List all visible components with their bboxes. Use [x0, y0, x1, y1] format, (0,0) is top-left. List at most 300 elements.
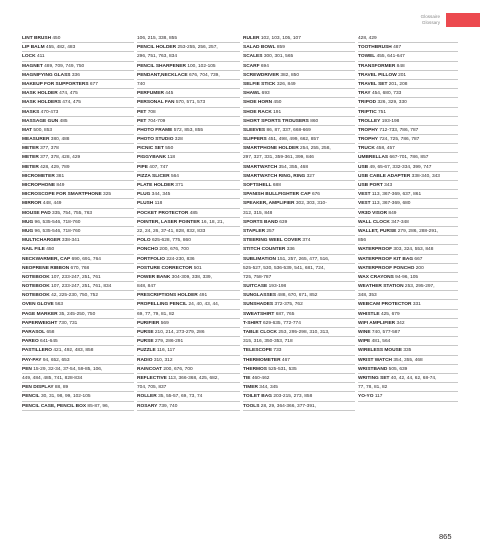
index-term: MASK HOLDERS [22, 100, 61, 106]
index-entry [137, 282, 240, 291]
index-pages: 380, 488 [50, 137, 70, 143]
index-entry [22, 255, 134, 264]
index-term: SPORTS BAND [243, 219, 278, 225]
index-term: TROPHY [358, 127, 378, 133]
index-term: PENCIL CASE, PENCIL BOX [22, 403, 87, 409]
index-pages: 725, 758-787 [243, 274, 272, 280]
index-entry [243, 80, 355, 89]
index-entry [358, 181, 458, 190]
index-pages: 106, 215, 338, 855 [137, 36, 178, 41]
index-pages: 193-198 [381, 118, 400, 124]
index-entry [243, 255, 355, 264]
index-pages: 118 [167, 155, 176, 161]
section-title-primary: Glossaire [420, 14, 440, 19]
index-term: PRESCRIPTIONS HOLDER [137, 293, 198, 299]
index-term: PIZZA SLICER [137, 173, 170, 179]
index-term: PICNIC SET [137, 146, 164, 152]
index-term: SHAWL [243, 91, 261, 97]
index-entry [137, 163, 240, 172]
index-entry [243, 383, 355, 392]
index-pages: 487 [393, 45, 402, 51]
index-term: MASKS [22, 109, 40, 115]
index-entry [243, 190, 355, 199]
index-term: SCREWDRIVER [243, 72, 279, 78]
index-entry [22, 392, 134, 401]
index-entry [22, 62, 134, 71]
index-pages: 372-375, 762 [274, 302, 303, 308]
index-pages: 279, 286-291 [154, 339, 184, 345]
section-title-secondary: Glossary [421, 20, 440, 25]
index-entry [358, 62, 458, 71]
index-entry [243, 282, 355, 291]
index-pages: 327 [306, 173, 315, 179]
index-term: TRANSFORMER [358, 63, 396, 69]
index-pages: 201 [398, 72, 407, 78]
index-entry [243, 89, 355, 98]
index-entry [358, 135, 458, 144]
index-entry [243, 291, 355, 300]
index-pages: 201, 208 [388, 81, 408, 87]
index-term: SUNGLASSES [243, 293, 277, 299]
index-term: WATERPROOF PONCHO [358, 265, 415, 271]
index-pages: 421, 492, 483, 858 [53, 348, 94, 354]
index-entry [137, 310, 240, 319]
index-entry [358, 374, 458, 383]
index-term: SELFIE STICK [243, 81, 276, 87]
index-term: PURIFIER [137, 320, 160, 326]
index-term: PET [137, 118, 147, 124]
index-entry [243, 356, 355, 365]
index-pages: 639 [279, 219, 288, 225]
index-term: WALLET, PURSE [358, 228, 397, 234]
index-pages: 193-198 [268, 284, 287, 290]
index-entry [22, 163, 134, 172]
index-entry [243, 62, 355, 71]
index-term: PLUG [137, 192, 151, 198]
index-entry [243, 236, 355, 245]
index-pages: 374 [302, 238, 311, 244]
index-term: SLIPPERS [243, 137, 267, 143]
index-pages: 625-628, 775, 860 [151, 238, 191, 244]
index-term: PHOTO FRAME [137, 127, 173, 133]
index-pages: 326, 329, 330 [377, 100, 407, 106]
index-entry [358, 126, 458, 135]
index-pages: 96, 535-546, 718-760 [34, 228, 81, 234]
index-entry [243, 153, 355, 162]
index-term: MUG [22, 228, 34, 234]
index-entry [358, 346, 458, 355]
index-entry [243, 392, 355, 401]
index-entry [137, 319, 240, 328]
index-entry [137, 190, 240, 199]
index-pages: 489, 709, 749, 750 [44, 63, 85, 69]
index-pages: 22, 24, 26, 37-41, 828, 832, 833 [137, 228, 206, 234]
index-pages: 569 [160, 320, 169, 326]
index-pages: 455, 482, 483 [45, 45, 76, 51]
index-pages: 704, 705, 837 [137, 385, 167, 391]
index-entry [358, 108, 458, 117]
index-pages: 200, 676, 700 [159, 247, 189, 253]
index-term: PENDANT,NECKLACE [137, 72, 188, 78]
index-term: PENCIL SHARPENER [137, 63, 186, 69]
index-pages: 35, 245-250, 750 [58, 311, 96, 317]
index-pages: 751 [378, 109, 387, 115]
index-pages: 381 [56, 173, 65, 179]
index-entry [358, 98, 458, 107]
index-entry [22, 236, 134, 245]
index-pages: 377, 378, 428, 429 [40, 155, 81, 161]
index-pages: 336 [71, 72, 80, 78]
index-entry [22, 181, 134, 190]
index-term: NOTEBOOK [22, 293, 50, 299]
index-entry [243, 319, 355, 328]
index-term: PERSONAL FAN [137, 100, 175, 106]
index-entry [22, 383, 134, 392]
index-term: SMARTWATCH RING, RING [243, 173, 306, 179]
index-entry [358, 319, 458, 328]
index-term: MICROSCOPE FOR SMARTPHONE [22, 192, 102, 198]
index-pages: 730, 731 [58, 320, 78, 326]
index-pages: 107, 233-247, 251, 761 [51, 274, 101, 280]
index-entry [358, 255, 458, 264]
index-term: PORTFOLIO [137, 256, 165, 262]
index-term: NOTEBOOK [22, 274, 50, 280]
index-term: MAGNET [22, 63, 43, 69]
index-term: SALAD BOWL [243, 45, 276, 51]
index-pages: 118 [154, 201, 163, 207]
index-entry [243, 135, 355, 144]
index-pages: 86, 87, 337, 668-669 [266, 127, 311, 133]
index-pages: 724, 725, 786, 787 [379, 137, 420, 143]
index-entry [137, 117, 240, 126]
index-entry [22, 89, 134, 98]
index-term: POLO [137, 238, 151, 244]
index-entry [22, 52, 134, 61]
index-term: MULTICHARGER [22, 238, 61, 244]
index-pages: 300, 301, 565 [263, 54, 294, 60]
index-entry [243, 43, 355, 52]
index-pages: 572, 853, 855 [173, 127, 204, 133]
index-entry [243, 144, 355, 153]
index-entry [22, 135, 134, 144]
index-term: TRAVEL PILLOW [358, 72, 397, 78]
index-pages: 688 [272, 183, 281, 188]
index-entry [137, 255, 240, 264]
index-term: SPEAKER, AMPLIFIER [243, 201, 295, 207]
index-term: UMBRELLAS [358, 155, 389, 161]
index-entry [22, 264, 134, 273]
index-term: USB PORT [358, 183, 383, 188]
index-entry [358, 383, 458, 392]
index-entry [358, 71, 458, 80]
index-entry [137, 328, 240, 337]
index-entry [358, 392, 458, 401]
index-entry [22, 34, 134, 43]
index-pages: 428, 429 [358, 36, 377, 41]
index-entry [22, 108, 134, 117]
index-term: POSTURE CORRECTOR [137, 265, 193, 271]
index-term: WATERPROOF [358, 247, 393, 253]
index-entry [22, 126, 134, 135]
index-pages: 326, 849 [276, 81, 296, 87]
index-term: SUNSHADES [243, 302, 274, 308]
index-entry [137, 98, 240, 107]
index-entry [243, 218, 355, 227]
index-term: VEST [358, 192, 371, 198]
index-term: SWEATSHIRT [243, 311, 275, 317]
index-pages: 116, 117 [157, 348, 175, 354]
index-pages: 331 [412, 302, 421, 308]
index-entry [243, 163, 355, 172]
index-entry [137, 126, 240, 135]
index-pages: 740 [137, 81, 146, 87]
index-pages: 467 [281, 357, 290, 363]
index-entry [137, 43, 240, 52]
index-entry [243, 126, 355, 135]
index-column [22, 34, 134, 411]
index-term: TRUCK [358, 146, 375, 152]
index-term: NEOPRENE RIBBON [22, 265, 70, 271]
index-term: PHOTO STUDIO [137, 137, 174, 143]
index-term: WEATHER STATION [358, 284, 404, 290]
index-pages: 343 [384, 183, 393, 188]
index-pages: 525-527, 530, 536-539, 541, 681, 724, [243, 265, 325, 271]
index-pages: 488, 670, 671, 852 [277, 293, 318, 299]
index-pages: 191 [273, 109, 282, 115]
index-entry [22, 117, 134, 126]
index-pages: 304-309, 338, 339, [171, 274, 212, 280]
index-entry [358, 89, 458, 98]
index-entry [22, 346, 134, 355]
index-term: SCALES [243, 54, 263, 60]
index-entry [243, 34, 355, 43]
index-pages: 15-29, 32-34, 37-54, 59-85, 106, [33, 366, 103, 372]
index-pages: 470-473 [40, 109, 59, 115]
index-entry [22, 209, 134, 218]
index-pages: 297, 327, 331, 359-361, 399, 846 [243, 155, 314, 161]
index-term: MAGNIFYING GLASS [22, 72, 71, 78]
index-pages: 325 [103, 192, 112, 198]
index-term: WAX CRAYONS [358, 274, 394, 280]
index-term: METER [22, 155, 39, 161]
index-entry [22, 356, 134, 365]
index-entry [358, 218, 458, 227]
index-pages: 200, 676, 700 [163, 366, 193, 372]
index-pages: 455, 641-647 [376, 54, 405, 60]
index-entry [22, 199, 134, 208]
index-term: SHOE HORN [243, 100, 273, 106]
index-term: SUBLIMATION [243, 256, 276, 262]
index-entry [358, 282, 458, 291]
index-term: SHORT SPORTS TROUSERS [243, 118, 309, 124]
index-entry [22, 218, 134, 227]
index-pages: 704-709 [147, 118, 166, 124]
index-pages: 860 [310, 118, 319, 124]
index-term: ROSARY [137, 403, 158, 409]
index-term: TRAY [358, 91, 371, 97]
index-entry [243, 71, 355, 80]
index-term: STITCH COUNTER [243, 247, 286, 253]
index-entry [137, 383, 240, 392]
index-term: TELESCOPE [243, 348, 273, 354]
index-entry [358, 163, 458, 172]
index-pages: 667-701, 786, 857 [389, 155, 429, 161]
index-term: RULER [243, 36, 260, 41]
index-pages: 296, 751, 763, 834 [137, 54, 178, 60]
index-pages: 254, 255, 258, [300, 146, 331, 152]
index-entry [137, 209, 240, 218]
index-pages: 677 [89, 81, 98, 87]
index-pages: 315, 316, 350-353, 718 [243, 339, 293, 345]
index-entry [22, 328, 134, 337]
index-pages: 740, 577-587 [371, 330, 401, 335]
index-entry [137, 62, 240, 71]
index-pages: 117 [374, 394, 383, 400]
index-pages: 113, 367-369, 680 [371, 201, 411, 207]
index-entry [243, 300, 355, 309]
index-term: LOCK [22, 54, 36, 60]
index-term: TROPHY [358, 137, 378, 143]
index-pages: 485 [189, 210, 198, 216]
index-pages: 525-531, 535 [268, 366, 297, 372]
index-term: PAY-PAY [22, 357, 42, 363]
index-pages: 849 [56, 183, 65, 188]
index-entry [22, 144, 134, 153]
index-pages: 348, 353 [358, 293, 377, 299]
index-pages: 474, 475 [59, 91, 78, 97]
index-term: LIP BALM [22, 45, 45, 51]
index-pages: 670, 768 [70, 265, 90, 271]
index-pages: 94-96, 105 [395, 274, 419, 280]
index-pages: 151, 257, 265, 477, 516, [277, 256, 330, 262]
index-pages: 676, 704, 739, [188, 72, 220, 78]
index-entry [22, 291, 134, 300]
index-term: WRIST WATCH [358, 357, 393, 363]
index-entry [358, 199, 458, 208]
index-column [358, 34, 458, 402]
index-entry [22, 337, 134, 346]
index-pages: 458, 457 [376, 146, 395, 152]
index-pages: 94, 652, 653 [42, 357, 70, 363]
index-entry [22, 282, 134, 291]
index-entry [137, 356, 240, 365]
index-pages: 16, 18, 21, [201, 219, 224, 225]
index-pages: 848, 847 [137, 284, 156, 290]
index-entry [243, 310, 355, 319]
index-pages: 338-341 [61, 238, 80, 244]
index-term: VEST [358, 201, 371, 207]
index-term: MASSAGE GUN [22, 118, 59, 124]
index-entry [137, 346, 240, 355]
index-entry [243, 199, 355, 208]
index-term: SHOE RACK [243, 109, 272, 115]
index-pages: 210, 214, 273-279, 286 [154, 330, 205, 335]
index-pages: 42, 225-230, 750, 752 [51, 293, 99, 299]
section-header [421, 14, 440, 26]
index-pages: 474, 475 [62, 100, 81, 106]
index-term: WIFI AMPLIFIER [358, 320, 396, 326]
index-pages: 450 [273, 100, 282, 106]
index-term: WRISTBAND [358, 366, 388, 372]
index-term: PIGGYBANK [137, 155, 167, 161]
index-entry [137, 245, 240, 254]
index-term: PARASOL [22, 330, 46, 335]
index-pages: 570, 571, 573 [175, 100, 206, 106]
index-entry [243, 402, 355, 411]
index-entry [243, 98, 355, 107]
index-term: MASK HOLDER [22, 91, 58, 97]
index-pages: 88, 89 [54, 385, 69, 391]
index-entry [22, 80, 134, 89]
index-pages: 113, 366-368, 425, 682, [168, 375, 219, 381]
index-entry [22, 300, 134, 309]
index-term: THERMOMETER [243, 357, 281, 363]
index-term: TOWEL [358, 54, 376, 60]
index-pages: 641-645 [40, 339, 58, 345]
index-term: SUITCASE [243, 284, 268, 290]
index-pages: 102, 103, 105, 107 [260, 36, 301, 41]
index-pages: 35, 55-57, 69, 73, 74 [158, 394, 203, 400]
index-term: USB [358, 164, 369, 170]
index-entry [243, 117, 355, 126]
index-pages: 694 [260, 63, 269, 69]
index-pages: 336 [286, 247, 295, 253]
section-color-tab [446, 13, 480, 27]
index-entry [358, 328, 458, 337]
index-term: POINTER, LASER POINTER [137, 219, 200, 225]
index-pages: 676 [311, 192, 320, 198]
index-pages: 224-230, 836 [166, 256, 195, 262]
index-entry [243, 337, 355, 346]
index-entry [137, 392, 240, 401]
index-pages: 49, 65-67, 332-334, 399, 747 [369, 164, 432, 170]
index-entry [137, 34, 240, 43]
index-term: WHISTLE [358, 311, 380, 317]
index-term: TOOTHBRUSH [358, 45, 392, 51]
index-term: ROLLER [137, 394, 157, 400]
index-pages: 100, 102-105 [187, 63, 216, 69]
index-term: WEBCAM PROTECTOR [358, 302, 412, 308]
index-pages: 200 [415, 265, 424, 271]
index-pages: 253, 295-297, [404, 284, 435, 290]
index-term: SMARTPHONE HOLDER [243, 146, 299, 152]
index-term: TRIPOD [358, 100, 377, 106]
index-pages: 28, 29, 364-366, 377-391, [260, 403, 316, 409]
index-entry [137, 337, 240, 346]
index-entry [137, 71, 240, 80]
index-pages: 687, 765 [275, 311, 295, 317]
index-term: POWER BANK [137, 274, 171, 280]
index-term: PASTILLERO [22, 348, 53, 354]
index-entry [243, 328, 355, 337]
index-term: RADIO [137, 357, 153, 363]
index-entry [358, 209, 458, 218]
index-pages: 848 [396, 63, 405, 69]
index-pages: 629-635, 772-774 [263, 320, 301, 326]
index-term: MEASURER [22, 137, 50, 143]
index-pages: 377, 378 [40, 146, 59, 152]
index-term: WINE [358, 330, 371, 335]
index-pages: 338-340, 343 [411, 173, 440, 179]
index-entry [22, 71, 134, 80]
index-entry [137, 135, 240, 144]
index-pages: 312, 315, 848 [243, 210, 273, 216]
index-pages: 733 [273, 348, 282, 354]
index-pages: 667 [414, 256, 423, 262]
index-entry [358, 43, 458, 52]
index-entry [243, 374, 355, 383]
index-term: USB CABLE ADAPTER [358, 173, 411, 179]
